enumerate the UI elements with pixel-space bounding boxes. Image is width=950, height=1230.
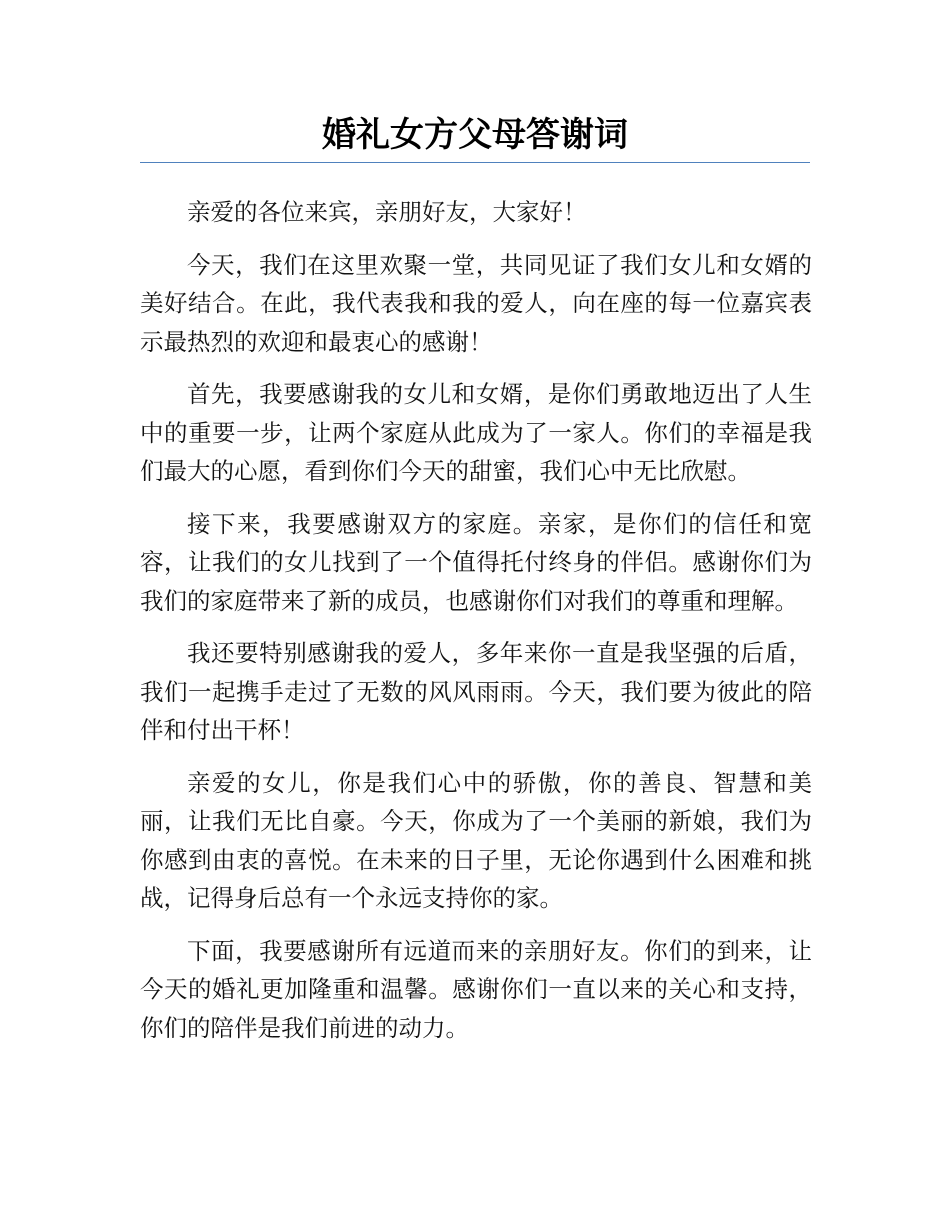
- paragraph-thanks-families: 接下来，我要感谢双方的家庭。亲家，是你们的信任和宽容，让我们的女儿找到了一个值得托付终身的伴侣。感谢你们为我们的家庭带来了新的成员，也感谢你们对我们的尊重和理解。: [140, 509, 812, 615]
- paragraph-greeting: 亲爱的各位来宾，亲朋好友，大家好！: [187, 198, 587, 226]
- paragraph-welcome: 今天，我们在这里欢聚一堂，共同见证了我们女儿和女婿的美好结合。在此，我代表我和我的爱人，向在座的每一位嘉宾表示最热烈的欢迎和最衷心的感谢！: [140, 250, 812, 356]
- document-body: [140, 193, 812, 1061]
- paragraph-thanks-spouse: 我还要特别感谢我的爱人，多年来你一直是我坚强的后盾，我们一起携手走过了无数的风风雨雨。今天，我们要为彼此的陪伴和付出干杯！: [140, 639, 812, 744]
- title-underline-divider: [140, 162, 810, 163]
- document-title: 婚礼女方父母答谢词: [322, 115, 628, 155]
- paragraph-thanks-guests: 下面，我要感谢所有远道而来的亲朋好友。你们的到来，让今天的婚礼更加隆重和温馨。感谢你们一直以来的关心和支持，你们的陪伴是我们前进的动力。: [140, 936, 812, 1042]
- paragraph-thanks-couple: 首先，我要感谢我的女儿和女婿，是你们勇敢地迈出了人生中的重要一步，让两个家庭从此成为了一家人。你们的幸福是我们最大的心愿，看到你们今天的甜蜜，我们心中无比欣慰。: [140, 380, 812, 485]
- paragraph-to-daughter: 亲爱的女儿，你是我们心中的骄傲，你的善良、智慧和美丽，让我们无比自豪。今天，你成为了一个美丽的新娘，我们为你感到由衷的喜悦。在未来的日子里，无论你遇到什么困难和挑战，记得身后总有一个永远支持你的家。: [140, 768, 812, 912]
